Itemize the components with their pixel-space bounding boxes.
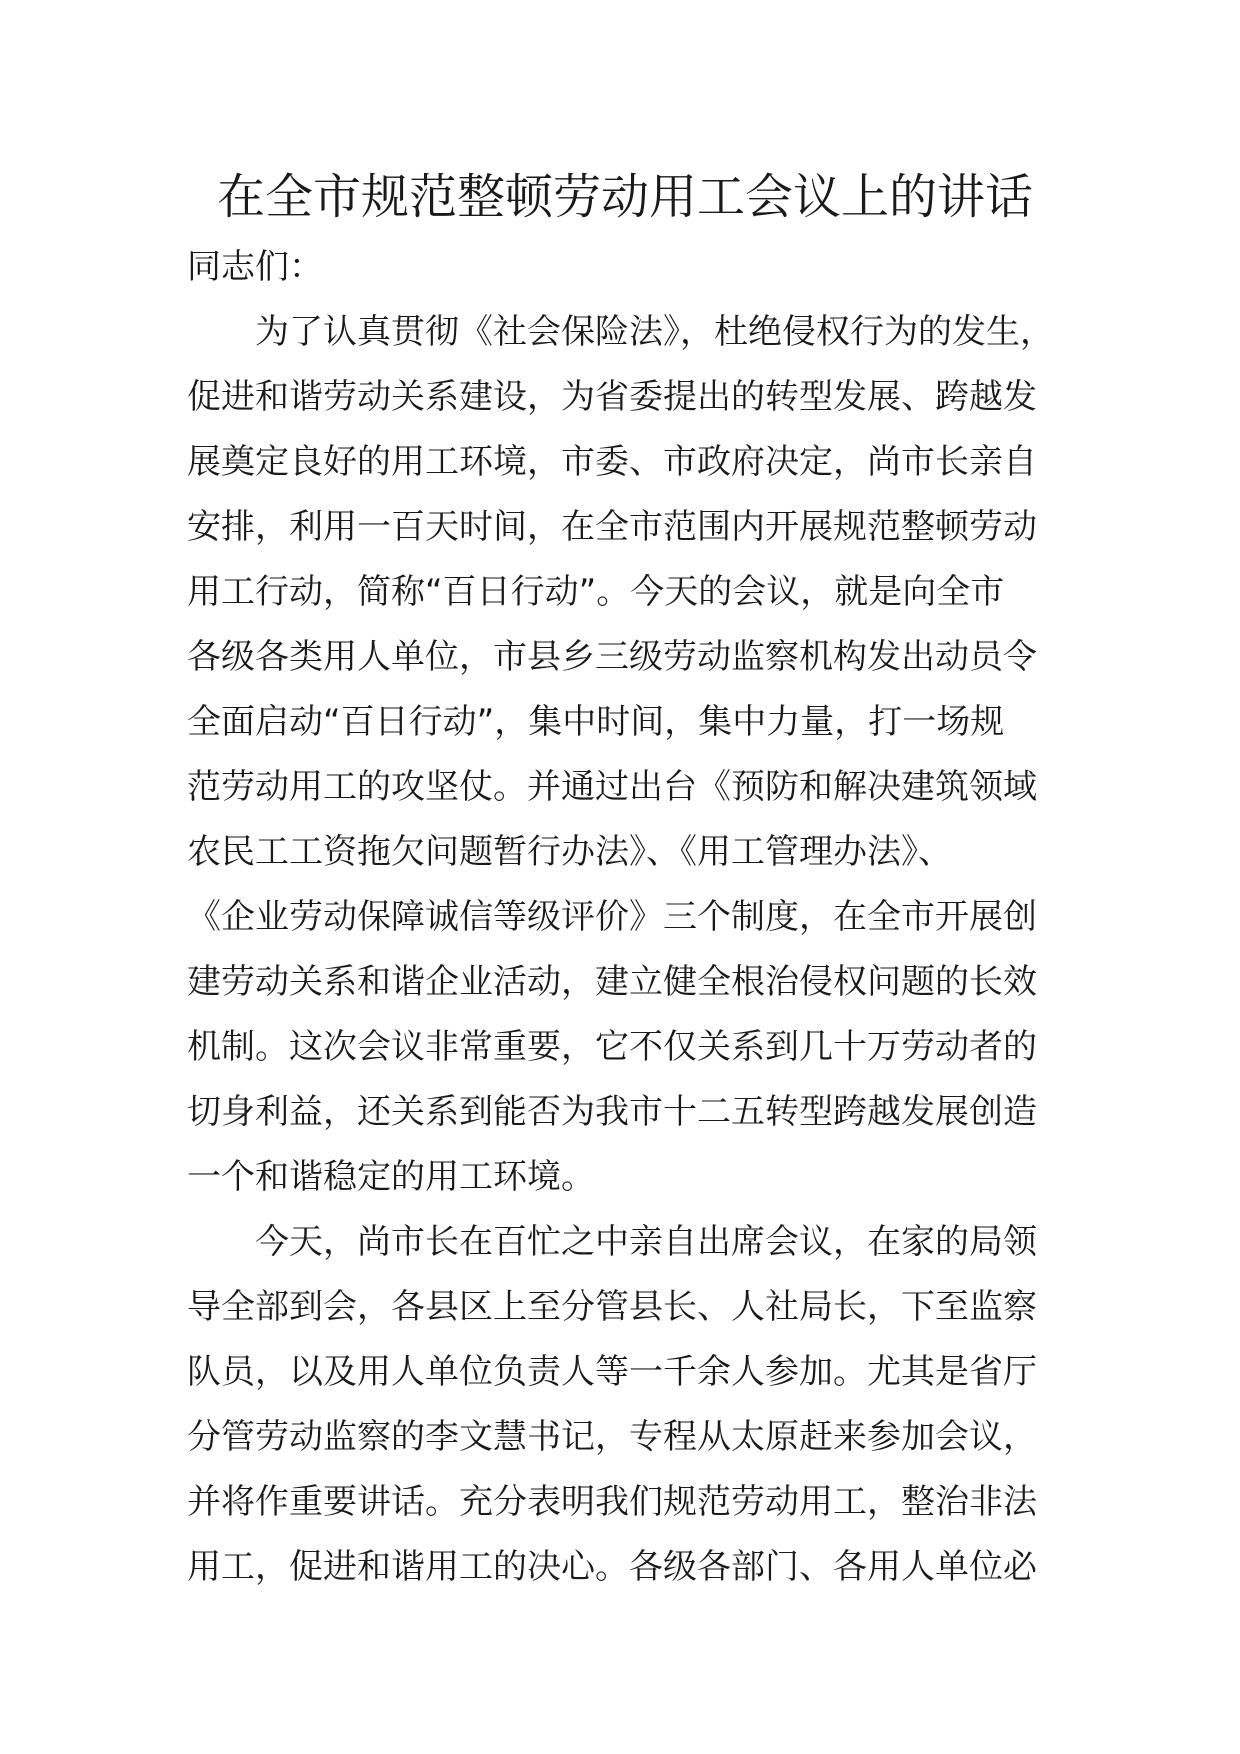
text-line: 今天，尚市长在百忙之中亲自出席会议，在家的局领 xyxy=(255,1222,1037,1262)
text-line: 导全部到会，各县区上至分管县长、人社局长，下至监察 xyxy=(187,1287,1037,1327)
text-line: 建劳动关系和谐企业活动，建立健全根治侵权问题的长效 xyxy=(187,962,1037,1002)
text-line: 展奠定良好的用工环境，市委、市政府决定，尚市长亲自 xyxy=(187,442,1037,482)
text-line: 促进和谐劳动关系建设，为省委提出的转型发展、跨越发 xyxy=(187,377,1037,417)
text-line: 切身利益，还关系到能否为我市十二五转型跨越发展创造 xyxy=(187,1092,1037,1132)
text-line: 全面启动“百日行动”，集中时间，集中力量，打一场规 xyxy=(187,702,1005,742)
document-title: 在全市规范整顿劳动用工会议上的讲话 xyxy=(216,169,1033,225)
text-line: 为了认真贯彻《社会保险法》，杜绝侵权行为的发生， xyxy=(255,312,1054,352)
text-line: 安排，利用一百天时间，在全市范围内开展规范整顿劳动 xyxy=(187,507,1037,547)
salutation: 同志们： xyxy=(187,247,323,287)
text-line: 队员，以及用人单位负责人等一千余人参加。尤其是省厅 xyxy=(187,1352,1037,1392)
text-line: 机制。这次会议非常重要，它不仅关系到几十万劳动者的 xyxy=(187,1027,1037,1067)
text-line: 《企业劳动保障诚信等级评价》三个制度，在全市开展创 xyxy=(187,897,1037,937)
text-line: 范劳动用工的攻坚仗。并通过出台《预防和解决建筑领域 xyxy=(187,767,1037,807)
text-line: 各级各类用人单位，市县乡三级劳动监察机构发出动员令 xyxy=(187,637,1037,677)
text-line: 用工行动，简称“百日行动”。今天的会议，就是向全市 xyxy=(187,572,1005,612)
text-line: 分管劳动监察的李文慧书记，专程从太原赶来参加会议， xyxy=(187,1417,1037,1457)
text-line: 并将作重要讲话。充分表明我们规范劳动用工，整治非法 xyxy=(187,1482,1037,1522)
paragraph-1 xyxy=(187,300,1087,1210)
paragraph-2 xyxy=(187,1210,1087,1600)
text-line: 用工，促进和谐用工的决心。各级各部门、各用人单位必 xyxy=(187,1547,1037,1587)
text-line: 一个和谐稳定的用工环境。 xyxy=(187,1157,595,1197)
text-line: 农民工工资拖欠问题暂行办法》、《用工管理办法》、 xyxy=(187,832,952,872)
document-body xyxy=(187,235,1087,1600)
